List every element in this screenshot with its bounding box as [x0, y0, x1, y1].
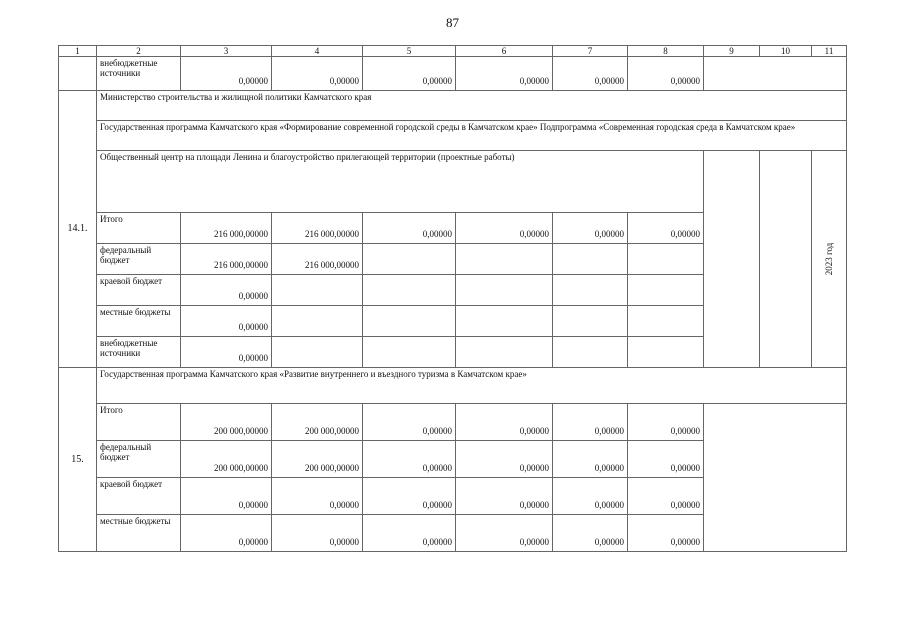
- row-label: Итого: [97, 213, 181, 244]
- value-cell: 0,00000: [628, 515, 704, 552]
- header-cell: 9: [704, 46, 760, 57]
- value-cell: 0,00000: [363, 404, 456, 441]
- value-cell: 216 000,00000: [181, 244, 272, 275]
- header-cell: 1: [59, 46, 97, 57]
- program-title: Государственная программа Камчатского края «Развитие внутреннего и въездного туризма в Камчатском крае»: [97, 368, 847, 404]
- header-cell: 6: [456, 46, 553, 57]
- table-row: [59, 368, 847, 404]
- value-cell: 0,00000: [553, 213, 628, 244]
- header-cell: 4: [272, 46, 363, 57]
- value-cell: 0,00000: [628, 478, 704, 515]
- value-cell: 0,00000: [363, 213, 456, 244]
- row-label: федеральный бюджет: [97, 441, 181, 478]
- row-label: краевой бюджет: [97, 478, 181, 515]
- table-row: [59, 404, 847, 441]
- row-label: местные бюджеты: [97, 515, 181, 552]
- value-cell: 0,00000: [272, 57, 363, 91]
- header-cell: 3: [181, 46, 272, 57]
- value-cell: 200 000,00000: [181, 404, 272, 441]
- row-label: внебюджетные источники: [97, 337, 181, 368]
- row-label: местные бюджеты: [97, 306, 181, 337]
- header-cell: 8: [628, 46, 704, 57]
- program-title: Государственная программа Камчатского края «Формирование современной городской среды в Камчатском крае» Подпрограмма «Современная городская среда в Камчатском крае»: [97, 121, 847, 151]
- page-number: 87: [446, 15, 459, 30]
- project-title: Общественный центр на площади Ленина и благоустройство прилегающей территории (проектные работы): [97, 151, 704, 213]
- year-label: 2023 год: [824, 242, 834, 276]
- row-label: внебюджетные источники: [97, 57, 181, 91]
- value-cell: 0,00000: [181, 515, 272, 552]
- value-cell: 0,00000: [553, 57, 628, 91]
- table-row: [59, 91, 847, 121]
- value-cell: 0,00000: [456, 57, 553, 91]
- table-row: [59, 121, 847, 151]
- row-label: Итого: [97, 404, 181, 441]
- value-cell: 0,00000: [363, 478, 456, 515]
- value-cell: 0,00000: [456, 404, 553, 441]
- header-cell: 5: [363, 46, 456, 57]
- row-label: краевой бюджет: [97, 275, 181, 306]
- row-number: 14.1.: [59, 91, 97, 368]
- header-cell: 10: [760, 46, 812, 57]
- row-label: федеральный бюджет: [97, 244, 181, 275]
- header-cell: 7: [553, 46, 628, 57]
- value-cell: 200 000,00000: [181, 441, 272, 478]
- value-cell: 0,00000: [363, 441, 456, 478]
- value-cell: 0,00000: [181, 337, 272, 368]
- value-cell: 0,00000: [628, 441, 704, 478]
- value-cell: 0,00000: [456, 478, 553, 515]
- value-cell: 0,00000: [363, 57, 456, 91]
- value-cell: 0,00000: [553, 441, 628, 478]
- value-cell: 216 000,00000: [272, 213, 363, 244]
- value-cell: 0,00000: [553, 515, 628, 552]
- value-cell: 0,00000: [628, 213, 704, 244]
- year-cell: [812, 151, 847, 368]
- header-cell: 2: [97, 46, 181, 57]
- value-cell: 0,00000: [628, 404, 704, 441]
- ministry-title: Министерство строительства и жилищной политики Камчатского края: [97, 91, 847, 121]
- value-cell: 216 000,00000: [272, 244, 363, 275]
- value-cell: 0,00000: [456, 441, 553, 478]
- value-cell: 0,00000: [181, 275, 272, 306]
- value-cell: 0,00000: [272, 515, 363, 552]
- table-row: [59, 151, 847, 213]
- budget-table: [58, 45, 847, 552]
- value-cell: 0,00000: [181, 57, 272, 91]
- value-cell: 0,00000: [553, 478, 628, 515]
- value-cell: 0,00000: [181, 478, 272, 515]
- value-cell: 0,00000: [553, 404, 628, 441]
- value-cell: 0,00000: [272, 478, 363, 515]
- row-number: 15.: [59, 368, 97, 552]
- value-cell: 0,00000: [628, 57, 704, 91]
- table-row: [59, 57, 847, 91]
- value-cell: 200 000,00000: [272, 404, 363, 441]
- value-cell: 0,00000: [181, 306, 272, 337]
- value-cell: 0,00000: [456, 515, 553, 552]
- value-cell: 0,00000: [456, 213, 553, 244]
- header-cell: 11: [812, 46, 847, 57]
- header-row: [59, 46, 847, 57]
- value-cell: 216 000,00000: [181, 213, 272, 244]
- value-cell: 0,00000: [363, 515, 456, 552]
- value-cell: 200 000,00000: [272, 441, 363, 478]
